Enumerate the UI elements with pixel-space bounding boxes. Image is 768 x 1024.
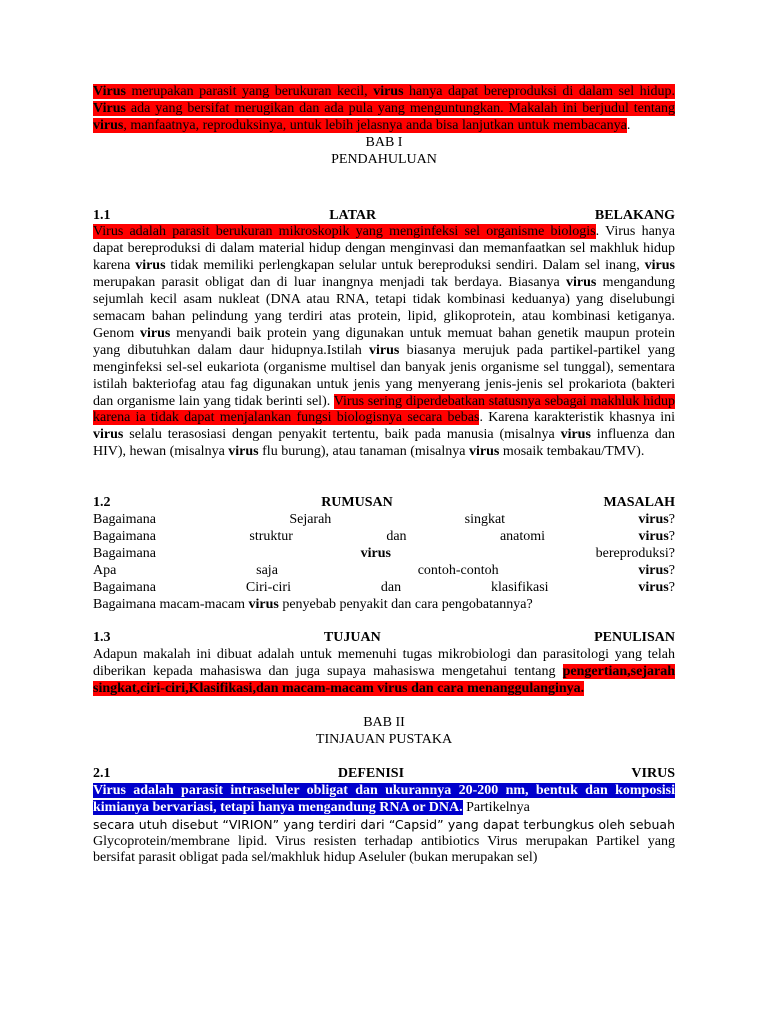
section-title-word: VIRUS: [631, 765, 675, 781]
bold-word: virus: [468, 444, 500, 460]
word: dan: [386, 528, 407, 544]
word: [638, 529, 675, 546]
body-text: . Karena karakteristik khasnya ini: [479, 410, 675, 426]
question-row: [93, 580, 675, 597]
section-number: 1.3: [93, 630, 111, 646]
section-title-word: PENULISAN: [594, 630, 675, 646]
highlighted-sentence: pengertian,sejarah singkat,ciri-ciri,Klasifikasi,dan macam-macam virus dan cara menanggulanginya.: [93, 664, 675, 697]
bold-word: virus: [369, 342, 400, 358]
section-title-word: BELAKANG: [594, 207, 675, 223]
question-row: [93, 563, 675, 580]
word: saja: [256, 562, 278, 578]
word: Ciri-ciri: [245, 579, 291, 595]
highlighted-sentence: Virus sering diperdebatkan statusnya sebagai makhluk hidup karena ia tidak dapat menjalankan fungsi biologisnya secara bebas: [93, 393, 675, 426]
question-row: [93, 529, 675, 546]
bab2-title: TINJAUAN PUSTAKA: [315, 732, 453, 747]
word: singkat: [464, 512, 506, 528]
bab1-heading: BAB I: [365, 134, 403, 150]
section-2-1-definition: [93, 783, 675, 817]
intro-paragraph: [93, 84, 675, 135]
section-1-3-body: [93, 647, 675, 698]
word: Bagaimana: [93, 579, 156, 595]
section-number: 1.2: [93, 495, 111, 511]
question-row-last: [93, 597, 675, 614]
intro-bold-word: Virus: [93, 84, 126, 99]
bold-word: virus: [638, 562, 669, 578]
intro-highlight: [93, 84, 675, 133]
section-1-1-heading: [93, 208, 675, 225]
body-text: penyebab penyakit dan cara pengobatannya?: [278, 596, 533, 612]
punctuation: ?: [668, 562, 675, 578]
body-text: flu burung), atau tanaman (misalnya: [258, 444, 469, 460]
section-number: 1.1: [93, 207, 111, 223]
intro-text: untuk membacanya: [517, 117, 627, 133]
bold-word: virus: [93, 427, 124, 443]
section-number: 2.1: [93, 765, 111, 781]
body-text: menyandi baik protein yang digunakan untuk memuat bahan genetik maupun protein yang dibutuhkan dalam daur hidupnya.Istilah: [93, 325, 675, 358]
section-title-word: DEFENISI: [337, 765, 405, 781]
section-2-1-heading: [93, 766, 675, 783]
bold-word: virus: [248, 596, 279, 612]
body-text: merupakan parasit obligat dan di luar inangnya menjadi tak berdaya. Biasanya: [93, 275, 567, 291]
bold-word: virus: [228, 444, 259, 460]
punctuation: ?: [668, 528, 675, 544]
bab2-heading: BAB II: [363, 715, 405, 731]
word: [638, 563, 675, 580]
punctuation: ?: [668, 579, 675, 595]
section-1-3-heading: [93, 630, 675, 647]
bab1-title: PENDAHULUAN: [331, 151, 437, 167]
section-title-word: MASALAH: [603, 495, 675, 511]
word: Sejarah: [289, 512, 332, 528]
body-text: influenza dan HIV), hewan (misalnya: [93, 427, 675, 460]
section-title-word: RUMUSAN: [321, 495, 393, 511]
body-text: Adapun makalah ini dibuat adalah untuk memenuhi tugas mikrobiologi dan parasitologi yang telah diberikan kepada mahasiswa dan juga supaya mahasiswa mengetahui tentang: [93, 647, 675, 680]
body-text: tidak memiliki perlengkapan selular untuk bereproduksi sendiri. Dalam sel inang,: [165, 258, 645, 274]
bold-word: virus: [644, 258, 675, 274]
body-text: biasanya merujuk pada partikel-partikel yang menginfeksi sel-sel eukariota (organisme multisel dan banyak jenis organisme sel tunggal), sementara istilah bakteriofag atau fag digunakan untuk jenis yang menyerang jenis-jenis sel prokariota (bakteri dan organisme lain yang tidak berinti sel).: [93, 342, 675, 409]
section-2-1-sans-line: secara utuh disebut “VIRION” yang terdiri dari “Capsid” yang dapat terbungkus oleh sebuah: [93, 816, 675, 832]
bold-word: virus: [140, 325, 171, 341]
word: klasifikasi: [490, 579, 549, 595]
body-text: Partikelnya: [462, 799, 530, 815]
word: [638, 512, 675, 529]
intro-text: berjudul tentang: [582, 100, 675, 116]
document-page: [93, 84, 675, 867]
word: [638, 580, 675, 597]
word: Bagaimana: [93, 512, 156, 528]
word: Bagaimana: [93, 545, 156, 561]
body-text: mosaik tembakau/TMV).: [499, 444, 645, 460]
highlighted-sentence: Virus adalah parasit berukuran mikroskopik yang menginfeksi sel organisme biologis: [93, 224, 596, 240]
question-row: [93, 546, 675, 563]
body-text: mengandung sejumlah kecil asam nukleat (DNA atau RNA, tetapi tidak kombinasi keduanya) yang diselubungi semacam bahan pelindung yang terdiri atas protein, lipid, glikoprotein, atau kombinasi ketiganya. Genom: [93, 275, 675, 341]
punctuation: ?: [668, 512, 675, 528]
body-text: selalu terasosiasi dengan penyakit tertentu, baik pada manusia (misalnya: [123, 427, 561, 443]
section-1-2-heading: [93, 495, 675, 512]
intro-text: ada yang bersifat merugikan dan ada pula yang menguntungkan. Makalah ini: [125, 100, 578, 116]
word: anatomi: [499, 528, 546, 544]
blue-highlighted-sentence: Virus adalah parasit intraseluler obligat dan ukurannya 20-200 nm, bentuk dan komposisi kimianya bervariasi, tetapi hanya mengandung RNA or DNA.: [93, 782, 675, 815]
bold-word: virus: [560, 427, 591, 443]
intro-text: .: [626, 117, 631, 133]
word: bereproduksi?: [595, 545, 675, 561]
intro-text: hidup.: [639, 84, 676, 99]
bold-word: virus: [566, 275, 597, 291]
body-text: Bagaimana macam-macam: [93, 596, 249, 612]
word: dan: [380, 579, 402, 595]
bold-word: virus: [638, 512, 669, 528]
word: contoh-contoh: [417, 562, 499, 578]
bold-word: virus: [135, 258, 166, 274]
bold-word: virus: [638, 579, 669, 595]
body-text: . Virus hanya dapat bereproduksi di dalam material hidup dengan menginvasi dan memanfaatkan sel makhluk hidup karena: [93, 224, 675, 274]
question-row: [93, 512, 675, 529]
intro-bold-word: Virus: [93, 100, 126, 116]
intro-text: merupakan parasit yang berukuran kecil,: [125, 84, 374, 99]
section-2-1-body: Glycoprotein/membrane lipid. Virus resisten terhadap antibiotics Virus merupakan Partikel yang bersifat parasit obligat pada sel/makhluk hidup Aseluler (bukan merupakan sel): [93, 833, 675, 866]
intro-bold-word: virus: [373, 84, 404, 99]
section-title-word: TUJUAN: [323, 630, 381, 646]
word: struktur: [249, 528, 293, 544]
intro-text: , manfaatnya, reproduksinya, untuk lebih jelasnya anda bisa lanjutkan: [123, 117, 515, 133]
section-1-1-body: [93, 224, 675, 461]
intro-text: hanya dapat bereproduksi di dalam sel: [403, 84, 635, 99]
section-title-word: LATAR: [329, 207, 377, 223]
intro-bold-word: virus: [93, 117, 124, 133]
word: Bagaimana: [93, 528, 156, 544]
bold-word: virus: [638, 528, 669, 544]
word: Apa: [93, 562, 117, 578]
bold-word: virus: [360, 545, 391, 561]
